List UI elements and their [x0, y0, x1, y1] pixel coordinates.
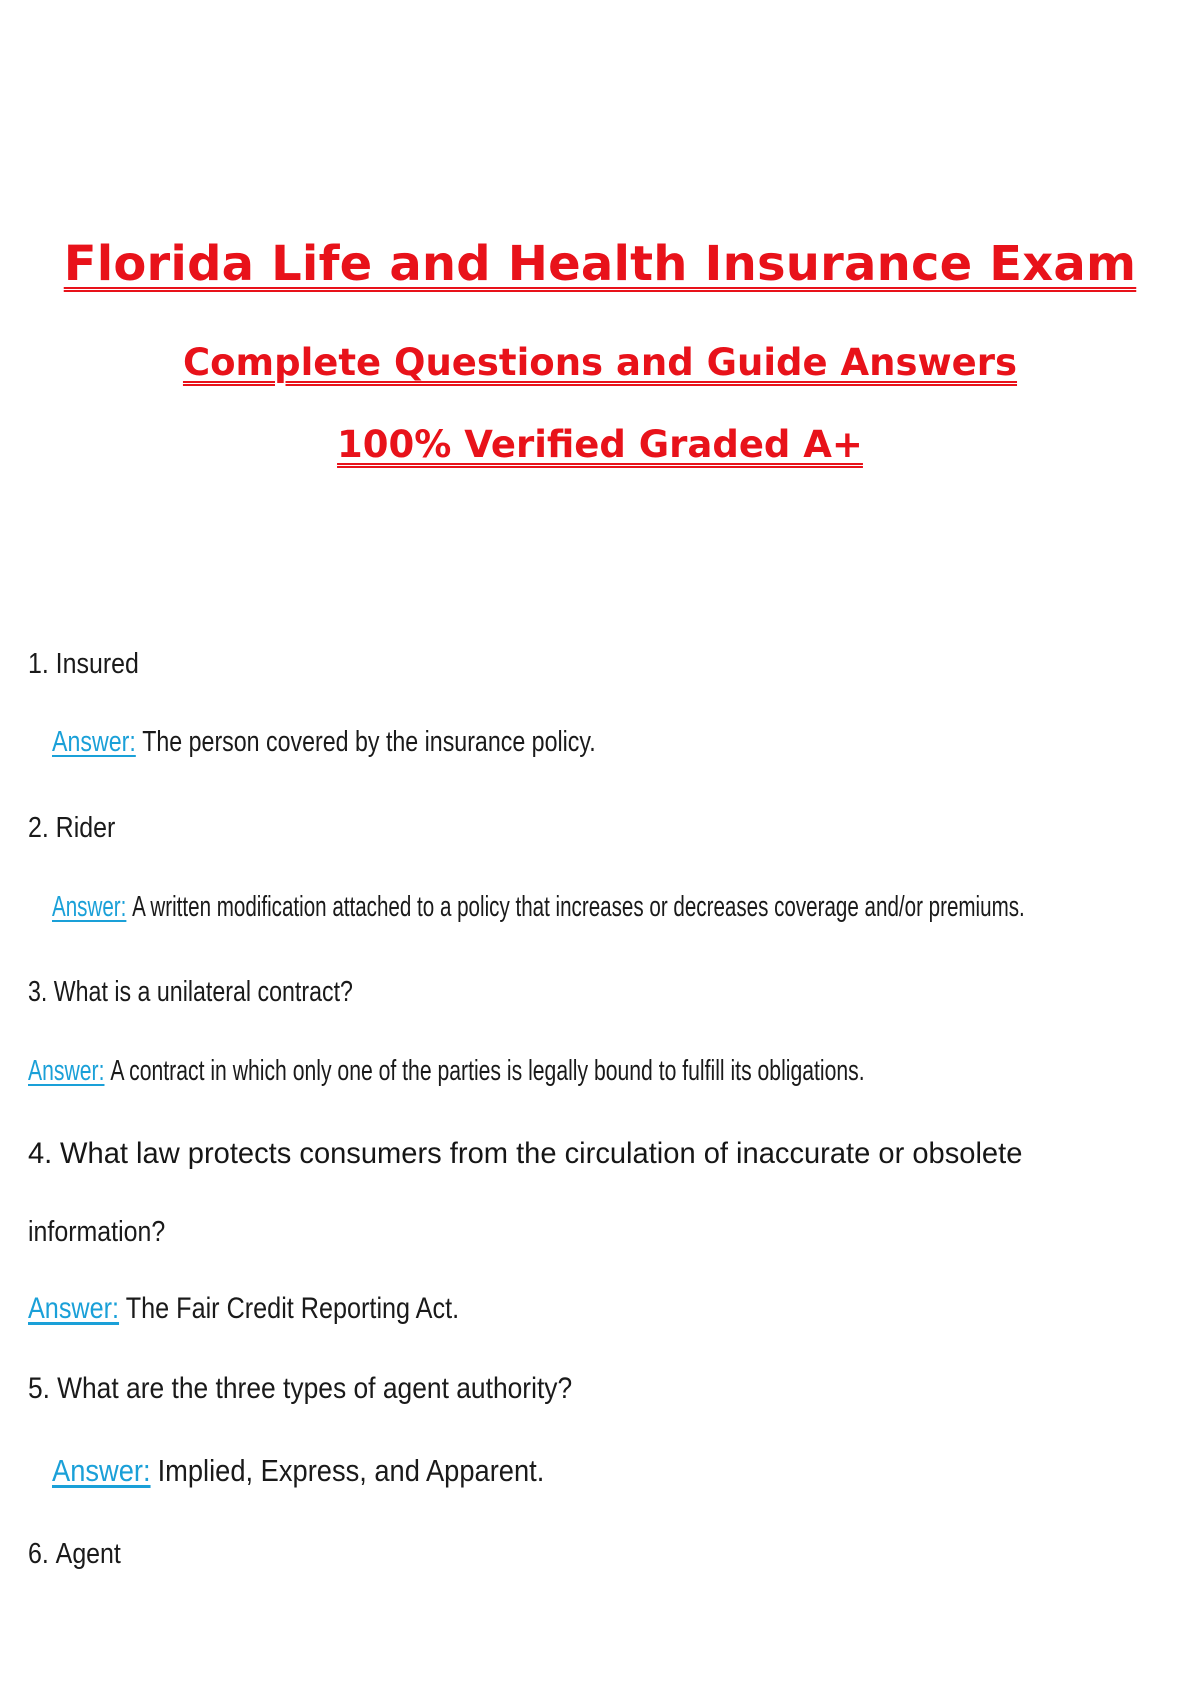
- answer-text: The Fair Credit Reporting Act.: [125, 1292, 460, 1325]
- answer-1: [52, 726, 732, 759]
- document-subtitle: Complete Questions and Guide Answers: [182, 341, 1018, 384]
- answer-label: Answer:: [28, 1055, 105, 1087]
- answer-5: [52, 1453, 611, 1489]
- answer-label: Answer:: [28, 1292, 120, 1325]
- question-2: [28, 812, 130, 845]
- question-4: [28, 1137, 1053, 1171]
- question-text: What are the three types of agent authority?: [57, 1372, 573, 1405]
- question-text: What law protects consumers from the circulation of inaccurate or obsolete: [60, 1137, 1023, 1170]
- question-number: 2.: [28, 812, 49, 844]
- question-text: information?: [28, 1216, 166, 1248]
- question-number: 4.: [28, 1137, 53, 1170]
- question-text: Rider: [55, 812, 116, 844]
- answer-label: Answer:: [52, 726, 136, 758]
- question-number: 6.: [28, 1538, 49, 1570]
- answer-2: [52, 891, 1200, 924]
- question-number: 1.: [28, 648, 49, 680]
- question-number: 3.: [28, 976, 48, 1008]
- verified-badge-text: 100% Verified Graded A+: [337, 423, 863, 466]
- answer-label: Answer:: [52, 1453, 151, 1488]
- question-4-continued: [28, 1216, 188, 1249]
- question-text: Agent: [55, 1538, 121, 1570]
- question-text: What is a unilateral contract?: [53, 976, 353, 1008]
- question-6: [28, 1538, 136, 1571]
- answer-text: The person covered by the insurance policy.: [142, 726, 596, 758]
- answer-3: [28, 1055, 1174, 1088]
- question-5: [28, 1372, 646, 1406]
- answer-text: A contract in which only one of the parties is legally bound to fulfill its obligations.: [110, 1055, 865, 1087]
- answer-text: Implied, Express, and Apparent.: [157, 1453, 545, 1488]
- answer-4: [28, 1292, 541, 1326]
- answer-label: Answer:: [52, 891, 127, 923]
- document-title: Florida Life and Health Insurance Exam: [63, 236, 1137, 292]
- question-3: [28, 976, 434, 1009]
- answer-text: A written modification attached to a policy that increases or decreases coverage and/or premiums.: [132, 891, 1025, 923]
- question-1: [28, 648, 157, 681]
- question-text: Insured: [55, 648, 139, 680]
- question-number: 5.: [28, 1372, 51, 1405]
